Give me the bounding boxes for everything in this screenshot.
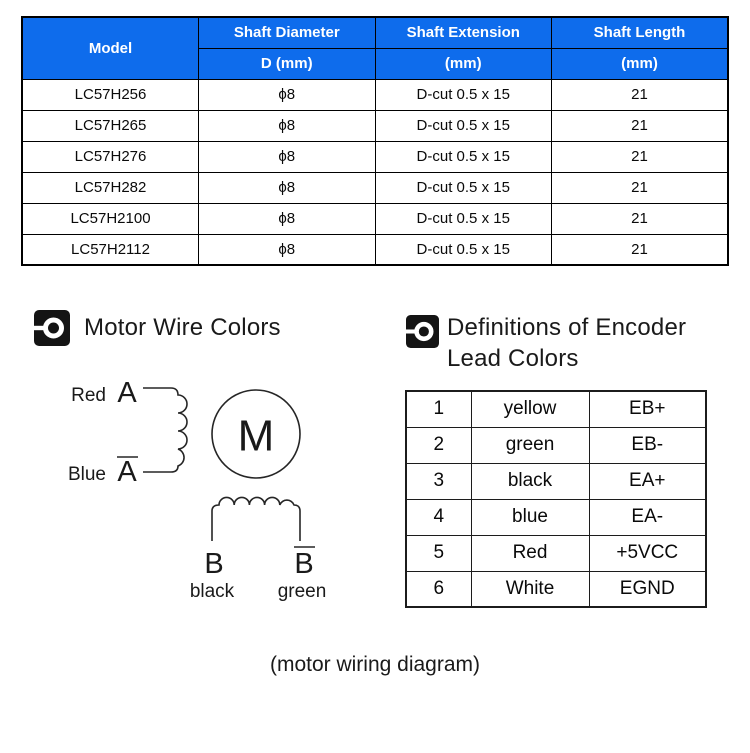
diameter-cell: ϕ8 bbox=[199, 172, 376, 203]
table-row bbox=[406, 499, 706, 535]
model-cell: LC57H256 bbox=[22, 79, 199, 110]
color-cell: yellow bbox=[471, 391, 589, 427]
length-cell: 21 bbox=[552, 234, 729, 265]
signal-cell: EA- bbox=[589, 499, 706, 535]
diameter-cell: ϕ8 bbox=[199, 110, 376, 141]
signal-cell: EB- bbox=[589, 427, 706, 463]
color-cell: White bbox=[471, 571, 589, 607]
signal-cell: EGND bbox=[589, 571, 706, 607]
bullseye-icon bbox=[34, 310, 70, 346]
motor-symbol: M bbox=[237, 411, 275, 461]
spec-header-row-top bbox=[22, 17, 728, 48]
extension-cell: D-cut 0.5 x 15 bbox=[375, 172, 552, 203]
table-row bbox=[22, 110, 728, 141]
table-row bbox=[22, 141, 728, 172]
diameter-cell: ϕ8 bbox=[199, 79, 376, 110]
extension-cell: D-cut 0.5 x 15 bbox=[375, 110, 552, 141]
pin-cell: 2 bbox=[406, 427, 471, 463]
motor-wire-colors-heading: Motor Wire Colors bbox=[84, 314, 281, 341]
table-row bbox=[406, 427, 706, 463]
extension-cell: D-cut 0.5 x 15 bbox=[375, 141, 552, 172]
model-cell: LC57H2100 bbox=[22, 203, 199, 234]
col-subheader-length-unit: (mm) bbox=[552, 48, 729, 79]
phase-a-color-label: Red bbox=[71, 385, 106, 406]
table-row bbox=[22, 203, 728, 234]
extension-cell: D-cut 0.5 x 15 bbox=[375, 203, 552, 234]
length-cell: 21 bbox=[552, 79, 729, 110]
col-subheader-extension-unit: (mm) bbox=[375, 48, 552, 79]
diameter-cell: ϕ8 bbox=[199, 234, 376, 265]
table-row bbox=[22, 79, 728, 110]
col-header-shaft-length: Shaft Length bbox=[552, 17, 729, 48]
diagram-caption: (motor wiring diagram) bbox=[269, 653, 481, 676]
model-cell: LC57H276 bbox=[22, 141, 199, 172]
signal-cell: EA+ bbox=[589, 463, 706, 499]
pin-cell: 1 bbox=[406, 391, 471, 427]
extension-cell: D-cut 0.5 x 15 bbox=[375, 79, 552, 110]
encoder-lead-colors-heading bbox=[447, 312, 717, 374]
table-row bbox=[406, 571, 706, 607]
color-cell: blue bbox=[471, 499, 589, 535]
model-cell: LC57H282 bbox=[22, 172, 199, 203]
extension-cell: D-cut 0.5 x 15 bbox=[375, 234, 552, 265]
col-header-model: Model bbox=[22, 17, 199, 79]
col-subheader-diameter-unit: D (mm) bbox=[199, 48, 376, 79]
phase-b-neg-label: B bbox=[294, 548, 314, 580]
color-cell: green bbox=[471, 427, 589, 463]
table-row bbox=[406, 535, 706, 571]
length-cell: 21 bbox=[552, 172, 729, 203]
bullseye-icon bbox=[406, 315, 439, 348]
phase-a-wire bbox=[143, 388, 187, 472]
encoder-heading-line2: Lead Colors bbox=[447, 345, 579, 372]
diameter-cell: ϕ8 bbox=[199, 141, 376, 172]
pin-cell: 5 bbox=[406, 535, 471, 571]
encoder-heading-line1: Definitions of Encoder bbox=[447, 314, 687, 341]
model-cell: LC57H2112 bbox=[22, 234, 199, 265]
col-header-shaft-diameter: Shaft Diameter bbox=[199, 17, 376, 48]
table-row bbox=[406, 391, 706, 427]
table-row bbox=[406, 463, 706, 499]
phase-b-neg-color-label: green bbox=[277, 581, 327, 602]
pin-cell: 6 bbox=[406, 571, 471, 607]
table-row bbox=[22, 234, 728, 265]
shaft-spec-table bbox=[21, 16, 729, 266]
phase-b-color-label: black bbox=[189, 581, 235, 602]
model-cell: LC57H265 bbox=[22, 110, 199, 141]
diameter-cell: ϕ8 bbox=[199, 203, 376, 234]
signal-cell: +5VCC bbox=[589, 535, 706, 571]
phase-a-neg-label: A bbox=[117, 456, 137, 488]
phase-a-label: A bbox=[117, 377, 137, 409]
pin-cell: 4 bbox=[406, 499, 471, 535]
length-cell: 21 bbox=[552, 203, 729, 234]
encoder-lead-table bbox=[405, 390, 707, 608]
length-cell: 21 bbox=[552, 141, 729, 172]
length-cell: 21 bbox=[552, 110, 729, 141]
phase-b-wire bbox=[212, 497, 300, 541]
table-row bbox=[22, 172, 728, 203]
phase-a-neg-color-label: Blue bbox=[67, 464, 106, 485]
col-header-shaft-extension: Shaft Extension bbox=[375, 17, 552, 48]
pin-cell: 3 bbox=[406, 463, 471, 499]
color-cell: black bbox=[471, 463, 589, 499]
phase-b-label: B bbox=[204, 548, 224, 580]
signal-cell: EB+ bbox=[589, 391, 706, 427]
color-cell: Red bbox=[471, 535, 589, 571]
motor-wiring-diagram bbox=[40, 375, 370, 610]
